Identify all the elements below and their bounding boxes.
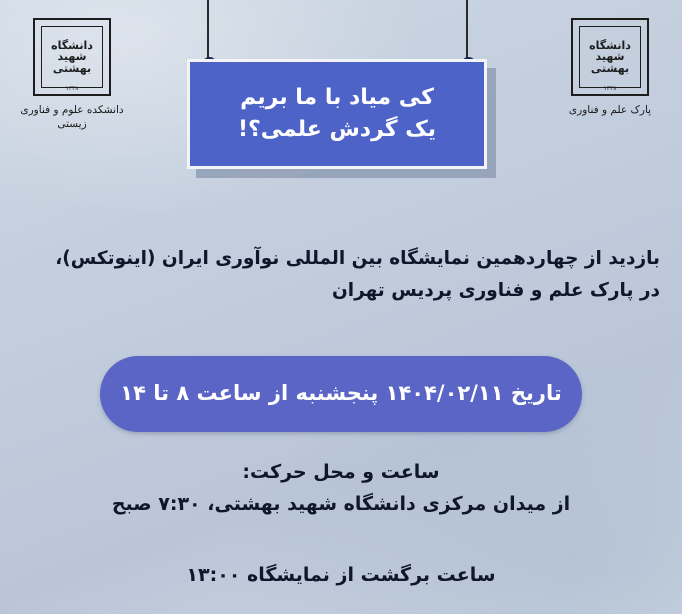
logo-left-caption: دانشکده علوم و فناوری زیستی bbox=[20, 104, 124, 131]
university-seal-left-glyphs bbox=[44, 29, 100, 85]
headline-sign bbox=[187, 59, 487, 169]
intro-line-1: بازدید از چهاردهمین نمایشگاه بین المللی نوآوری ایران (اینوتکس)، bbox=[55, 248, 660, 269]
university-seal-right-icon bbox=[571, 18, 649, 96]
seal-left-line-3: بهشتی bbox=[52, 61, 92, 75]
string-right bbox=[466, 0, 468, 62]
university-seal-right-glyphs bbox=[582, 29, 638, 85]
string-left bbox=[207, 0, 209, 62]
seal-left-line-1: دانشگاه bbox=[51, 38, 93, 52]
seal-left-year: ۱۳۳۸ bbox=[65, 85, 79, 92]
details-departure: از میدان مرکزی دانشگاه شهید بهشتی، ۷:۳۰ صبح bbox=[111, 493, 571, 516]
seal-right-line-2: شهید bbox=[595, 50, 625, 64]
seal-right-line-3: بهشتی bbox=[590, 61, 630, 75]
date-badge bbox=[100, 356, 582, 432]
headline-line-1: کی میاد با ما بریم bbox=[240, 85, 434, 111]
date-badge-text: تاریخ ۱۴۰۴/۰۲/۱۱ پنجشنبه از ساعت ۸ تا ۱۴ bbox=[120, 381, 562, 406]
logo-right-caption: پارک علم و فناوری bbox=[568, 104, 652, 116]
details-block bbox=[22, 456, 660, 591]
headline-line-2: یک گردش علمی؟! bbox=[237, 117, 437, 142]
logo-right bbox=[550, 18, 670, 117]
intro-line-2: در پارک علم و فناوری پردیس تهران bbox=[331, 280, 660, 302]
seal-right-year: ۱۳۳۸ bbox=[603, 85, 617, 92]
logo-left bbox=[12, 18, 132, 131]
university-seal-left-icon bbox=[33, 18, 111, 96]
intro-paragraph bbox=[22, 243, 660, 308]
seal-right-line-1: دانشگاه bbox=[589, 38, 631, 52]
details-return: ساعت برگشت از نمایشگاه ۱۳:۰۰ bbox=[186, 563, 496, 586]
details-heading: ساعت و محل حرکت: bbox=[242, 461, 440, 483]
seal-left-line-2: شهید bbox=[57, 50, 87, 64]
